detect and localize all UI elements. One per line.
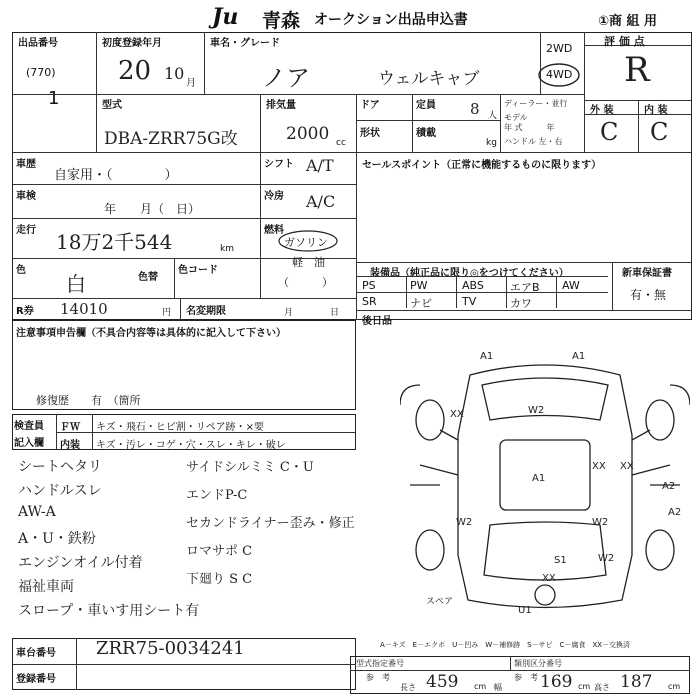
color-value: 白	[66, 272, 86, 296]
score-label: 評 価 点	[604, 35, 645, 48]
interior-label: 内 装	[644, 105, 668, 116]
inspection-value: 年 月（ 日）	[104, 202, 201, 216]
damage-legend: A－キズ E－エクボ U－凹み W－補修跡 S－サビ C－腐食 XX－交換済	[380, 641, 631, 649]
car-name: ノア	[262, 64, 310, 92]
capacity-unit: 人	[488, 111, 498, 121]
fw-text: キズ・飛石・ヒビ割・リペア跡・×要	[96, 422, 264, 433]
first-registration-label: 初度登録年月	[102, 38, 162, 49]
drive-4wd-circle	[536, 60, 582, 90]
handwritten-note-left: A・U・鉄粉	[18, 531, 96, 547]
damage-mark: W2	[456, 517, 473, 528]
door-label: ドア	[360, 100, 380, 111]
handle-label: ハンドル 左・右	[504, 137, 563, 146]
mileage-value: 18万2千544	[56, 230, 173, 254]
displacement-label: 排気量	[266, 100, 296, 111]
fuel-paren: （ ）	[278, 276, 333, 289]
km-unit: km	[220, 244, 234, 254]
damage-mark: W2	[592, 517, 609, 528]
handwritten-note-left: エンジンオイル付着	[18, 555, 143, 571]
history-label: 車歴	[16, 159, 36, 170]
month-unit: 月	[186, 78, 196, 89]
lot-number-label: 出品番号	[18, 38, 58, 49]
name-change-label: 名変期限	[186, 306, 226, 317]
warranty-value: 有・無	[630, 288, 667, 302]
model-year-label: モデル	[504, 113, 528, 122]
equipment-item: PW	[410, 279, 428, 292]
later-docs-label: 後日品	[362, 316, 392, 327]
equipment-item: エアB	[510, 281, 540, 294]
aircon-value: A/C	[306, 192, 336, 211]
first-registration-year: 20	[118, 56, 152, 86]
handwritten-note-right: セカンドライナー歪み・修正	[186, 516, 355, 531]
handwritten-note-left: ハンドルスレ	[18, 483, 102, 499]
dealer-label: ディーラー・並行	[504, 99, 568, 108]
fuel-label: 燃料	[264, 225, 284, 236]
cc-unit: cc	[336, 138, 346, 148]
handwritten-note-right: 下廻り S C	[186, 572, 253, 587]
handwritten-note-right: ロマサポ C	[186, 544, 253, 559]
damage-mark: W2	[528, 405, 545, 416]
length-value: 459	[426, 672, 459, 692]
damage-mark: A1	[480, 351, 494, 362]
handwritten-note-right: サイドシルミミ C・U	[186, 460, 314, 475]
inspection-label: 車検	[16, 191, 36, 202]
color-change-label: 色替	[138, 272, 158, 283]
handwritten-note-left: 福祉車両	[18, 579, 74, 595]
capacity-value: 8	[470, 100, 480, 118]
color-code-label: 色コード	[178, 265, 218, 276]
equipment-item: SR	[362, 295, 377, 308]
yen-unit: 円	[162, 308, 172, 318]
equipment-item: カワ	[510, 297, 532, 310]
warranty-label: 新車保証書	[622, 268, 672, 279]
car-damage-diagram	[400, 345, 690, 620]
equipment-item: PS	[362, 279, 376, 292]
chassis-label: 車台番号	[16, 648, 56, 659]
aircon-label: 冷房	[264, 191, 284, 202]
spare-label: スペア	[426, 597, 454, 607]
first-registration-month: 10	[164, 64, 185, 83]
drive-4wd: 4WD	[546, 68, 573, 81]
class-number-label: 類別区分番号	[514, 659, 562, 668]
load-label: 積載	[416, 128, 436, 139]
damage-mark: U1	[518, 605, 532, 616]
lot-code: (770)	[26, 66, 56, 79]
fuel-gasoline-circle	[276, 228, 340, 254]
equipment-label: 装備品（純正品に限り◎をつけてください）	[370, 268, 569, 279]
damage-mark: XX	[450, 409, 464, 420]
reference-2: 参 考	[514, 673, 538, 682]
damage-mark: XX	[542, 573, 556, 584]
exterior-grade: C	[600, 118, 619, 146]
name-change-month: 月	[284, 308, 294, 318]
model-value: DBA-ZRR75G改	[104, 129, 238, 149]
damage-mark: S1	[554, 555, 567, 566]
name-change-day: 日	[330, 308, 340, 318]
fuel-light-oil: 軽 油	[292, 256, 325, 269]
handwritten-note-left: スロープ・車いす用シート有	[18, 603, 200, 619]
equipment-item: TV	[462, 295, 477, 308]
sales-points-label: セールスポイント（正常に機能するものに限ります）	[362, 160, 602, 171]
height-value: 187	[620, 672, 653, 692]
length-unit: cm	[474, 682, 487, 691]
handwritten-note-left: シートヘタリ	[18, 459, 102, 475]
height-unit: cm	[668, 682, 681, 691]
damage-mark: A1	[572, 351, 586, 362]
registration-label: 登録番号	[16, 674, 56, 685]
inspector-label-2: 記入欄	[14, 438, 44, 449]
model-label: 型式	[102, 100, 122, 111]
width-value: 169	[540, 672, 573, 692]
history-value: 自家用・（ ）	[54, 168, 178, 183]
equipment-item: AW	[562, 279, 580, 292]
auction-title-main: 青森	[262, 10, 301, 32]
equipment-item: ABS	[462, 279, 484, 292]
copy-label: ①商 組 用	[598, 14, 658, 29]
recycle-ticket-label: R券	[16, 306, 34, 317]
type-designation-label: 型式指定番号	[356, 659, 404, 668]
repair-label: 修復歴 有 （箇所	[36, 394, 141, 407]
damage-mark: W2	[598, 553, 615, 564]
fuel-value: ガソリン	[284, 236, 328, 249]
handwritten-note-left: AW-A	[18, 504, 56, 520]
color-label: 色	[16, 265, 26, 276]
shift-value: A/T	[306, 156, 334, 175]
capacity-label: 定員	[416, 100, 436, 111]
interior-grade: C	[650, 118, 669, 146]
interior-check-text: キズ・汚レ・コゲ・穴・スレ・キレ・破レ	[96, 440, 286, 451]
handwritten-note-right: エンドP-C	[186, 488, 248, 503]
damage-mark: A1	[532, 473, 546, 484]
fw-label: ＦＷ	[60, 422, 80, 433]
interior-check-label: 内装	[60, 440, 80, 451]
damage-mark: XX	[592, 461, 606, 472]
width-unit: cm	[578, 682, 591, 691]
displacement-value: 2000	[286, 124, 330, 144]
drive-2wd: 2WD	[546, 42, 573, 55]
chassis-value: ZRR75-0034241	[96, 638, 245, 659]
mileage-label: 走行	[16, 225, 36, 236]
damage-mark: XX	[620, 461, 634, 472]
height-label: 高さ	[594, 683, 610, 692]
reference-1: 参 考	[366, 673, 390, 682]
car-name-label: 車名・グレード	[210, 38, 280, 49]
score-value: R	[624, 50, 650, 90]
width-label: 幅	[494, 683, 502, 692]
length-label: 長さ	[400, 683, 416, 692]
inspector-label-1: 検査員	[14, 421, 44, 432]
auction-title-sub: オークション出品申込書	[314, 12, 468, 28]
exterior-label: 外 装	[590, 105, 614, 116]
kg-unit: kg	[486, 138, 497, 148]
auction-logo: Ju	[212, 4, 239, 30]
year-label: 年 式 年	[504, 123, 555, 132]
damage-mark: A2	[668, 507, 682, 518]
shape-label: 形状	[360, 128, 380, 139]
lot-number: 1	[48, 88, 60, 109]
notes-label: 注意事項申告欄（不具合内容等は具体的に記入して下さい）	[16, 328, 286, 339]
equipment-item: ナビ	[410, 297, 432, 310]
shift-label: シフト	[264, 159, 294, 170]
recycle-ticket-value: 14010	[60, 300, 108, 318]
car-grade: ウェルキャブ	[378, 69, 480, 89]
damage-mark: A2	[662, 481, 676, 492]
